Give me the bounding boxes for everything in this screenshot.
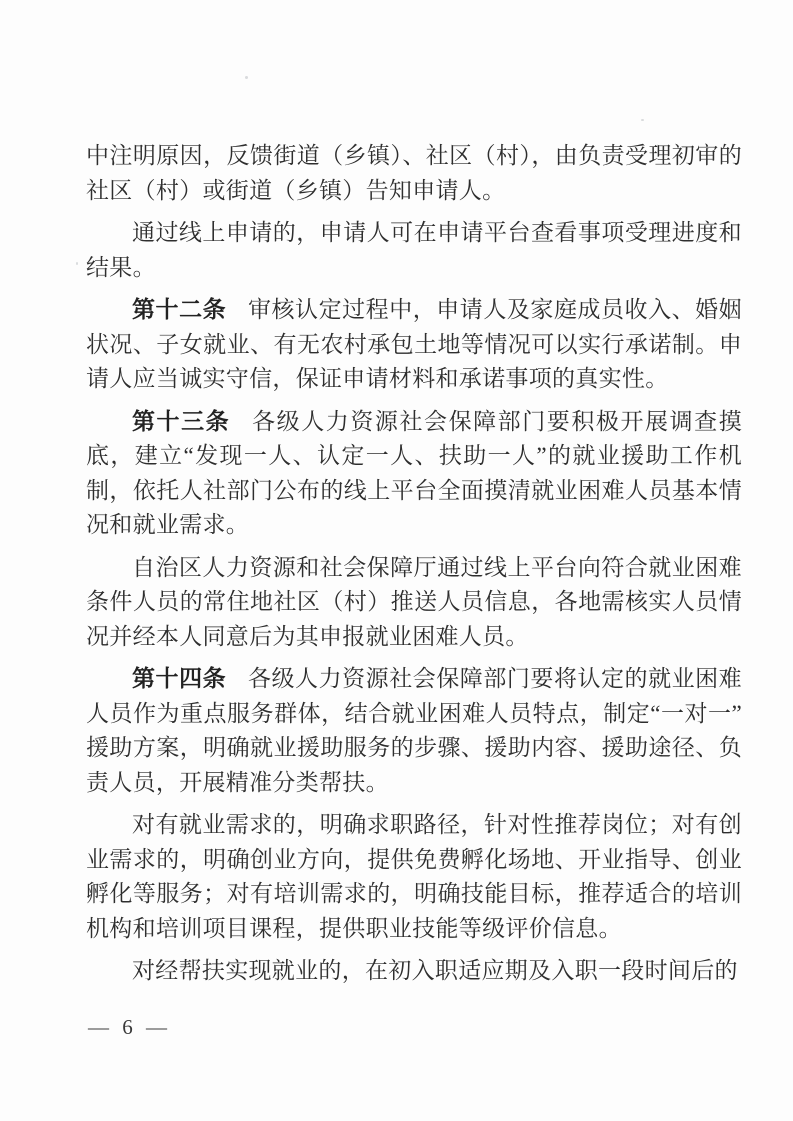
paragraph-text: 中注明原因，反馈街道（乡镇）、社区（村），由负责受理初审的社区（村）或街道（乡镇）告知申请人。: [86, 143, 742, 203]
paragraph-article-12: [86, 293, 742, 397]
paragraph-text: 各级人力资源社会保障部门要将认定的就业困难人员作为重点服务群体，结合就业困难人员特点，制定“一对一”援助方案，明确就业援助服务的步骤、援助内容、援助途径、负责人员，开展精准分类帮扶。: [86, 666, 742, 795]
paragraph-continues-next-page: [86, 954, 742, 989]
page-number: — 6 —: [88, 1015, 171, 1039]
scan-speck: [641, 119, 644, 121]
paragraph-article-13: [86, 405, 742, 543]
paragraph-article-14: [86, 662, 742, 800]
scan-speck: [76, 262, 78, 265]
article-number: 第十三条: [132, 408, 231, 434]
paragraph-text: 自治区人力资源和社会保障厅通过线上平台向符合就业困难条件人员的常住地社区（村）推送人员信息，各地需核实人员情况并经本人同意后为其申报就业困难人员。: [86, 554, 742, 649]
article-number: 第十四条: [132, 666, 227, 691]
article-number: 第十二条: [132, 297, 227, 322]
scan-speck: [245, 76, 248, 79]
paragraph-text: 对经帮扶实现就业的，在初入职适应期及入职一段时间后的: [132, 958, 738, 983]
paragraph-text: 审核认定过程中，申请人及家庭成员收入、婚姻状况、子女就业、有无农村承包土地等情况可以实行承诺制。申请人应当诚实守信，保证申请材料和承诺事项的真实性。: [86, 297, 742, 391]
paragraph: [86, 216, 742, 285]
paragraph-text: 对有就业需求的，明确求职路径，针对性推荐岗位；对有创业需求的，明确创业方向，提供免费孵化场地、开业指导、创业孵化等服务；对有培训需求的，明确技能目标，推荐适合的培训机构和培训项目课程，提供职业技能等级评价信息。: [86, 812, 742, 941]
paragraph-text: 通过线上申请的，申请人可在申请平台查看事项受理进度和结果。: [86, 220, 742, 280]
paragraph: [86, 808, 742, 946]
paragraph-continuation: [86, 139, 742, 208]
document-body: [86, 139, 742, 989]
paragraph: [86, 551, 742, 655]
paragraph-text: 各级人力资源社会保障部门要积极开展调查摸底，建立“发现一人、认定一人、扶助一人”的就业援助工作机制，依托人社部门公布的线上平台全面摸清就业困难人员基本情况和就业需求。: [86, 408, 743, 537]
